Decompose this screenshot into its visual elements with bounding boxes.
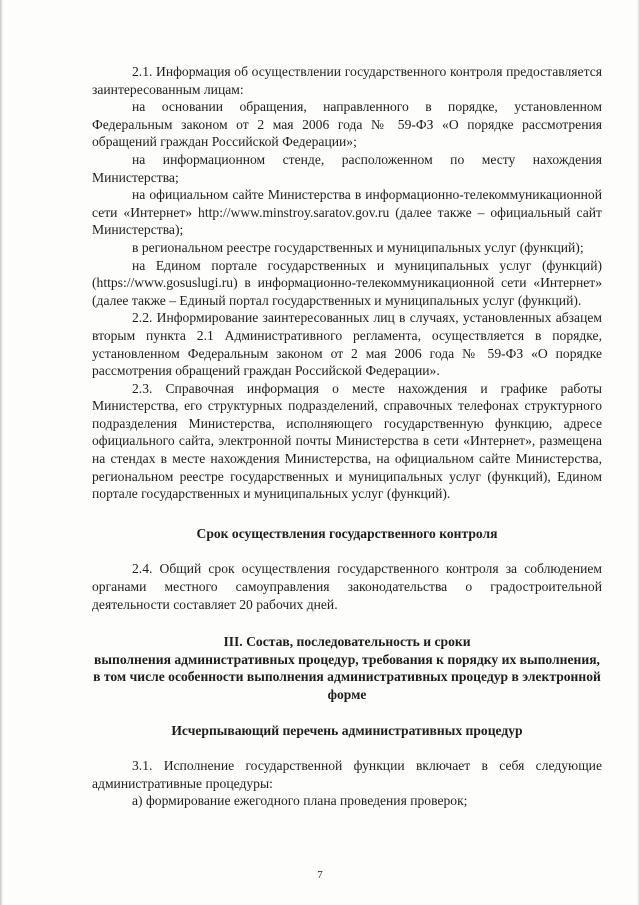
- paragraph-3-1: 3.1. Исполнение государственной функции включает в себя следующие административные процедуры:: [92, 758, 602, 791]
- paragraph-info-stand: на информационном стенде, расположенном по месту нахождения Министерства;: [92, 151, 602, 185]
- paragraph-2-1: 2.1. Информация об осуществлении государственного контроля предоставляется заинтересованным лицам:: [92, 64, 602, 97]
- scan-edge-left: [0, 0, 3, 905]
- paragraph-2-3: 2.3. Справочная информация о месте нахождения и графике работы Министерства, его структурных подразделений, справочных телефонах структурного подразделения Министерства, исполняющего государственную функцию, адресе официального сайта, электронной почты Министерства в сети «Интернет», размещена на стендах в месте нахождения Министерства, на официальном сайте Министерства, региональном реестре государственных и муниципальных услуг (функций), Едином портале государственных и муниципальных услуг (функций).: [92, 380, 602, 502]
- section-heading-iii-line1: III. Состав, последовательность и сроки: [223, 634, 471, 650]
- paragraph-regional-registry: в региональном реестре государственных и муниципальных услуг (функций);: [132, 239, 584, 255]
- section-heading-iii: [92, 633, 602, 703]
- document-body: [92, 63, 602, 810]
- paragraph-2-2: 2.2. Информирование заинтересованных лиц в случаях, установленных абзацем вторым пункта 2.1 Административного регламента, осуществляется в порядке, установленном Федеральным законом от 2 мая 2006 года № 59-ФЗ «О порядке рассмотрения обращений граждан Российской Федерации».: [92, 310, 602, 379]
- paragraph-appeal: на основании обращения, направленного в порядке, установленном Федеральным законом от 2 мая 2006 года № 59-ФЗ «О порядке рассмотрения обращений граждан Российской Федерации»;: [92, 99, 602, 150]
- paragraph-2-4: 2.4. Общий срок осуществления государственного контроля за соблюдением органами местного самоуправления законодательства о градостроительной деятельности составляет 20 рабочих дней.: [92, 561, 602, 612]
- section-heading-procedures-list: Исчерпывающий перечень административных процедур: [171, 722, 523, 738]
- section-heading-iii-line2: выполнения административных процедур, требования к порядку их выполнения, в том числе особенности выполнения административных процедур в электронной форме: [93, 651, 601, 702]
- paragraph-official-site: на официальном сайте Министерства в информационно-телекоммуникационной сети «Интернет» http://www.minstroy.saratov.gov.ru (далее также – официальный сайт Министерства);: [92, 187, 602, 238]
- paragraph-unified-portal: на Едином портале государственных и муниципальных услуг (функций) (https://www.gosuslugi.ru) в информационно-телекоммуникационной сети «Интернет» (далее также – Единый портал государственных и муниципальных услуг (функций).: [92, 257, 602, 308]
- page-number: 7: [317, 869, 323, 881]
- section-heading-control-term: Срок осуществления государственного контроля: [196, 525, 498, 541]
- paragraph-3-1-a: а) формирование ежегодного плана проведения проверок;: [132, 793, 468, 809]
